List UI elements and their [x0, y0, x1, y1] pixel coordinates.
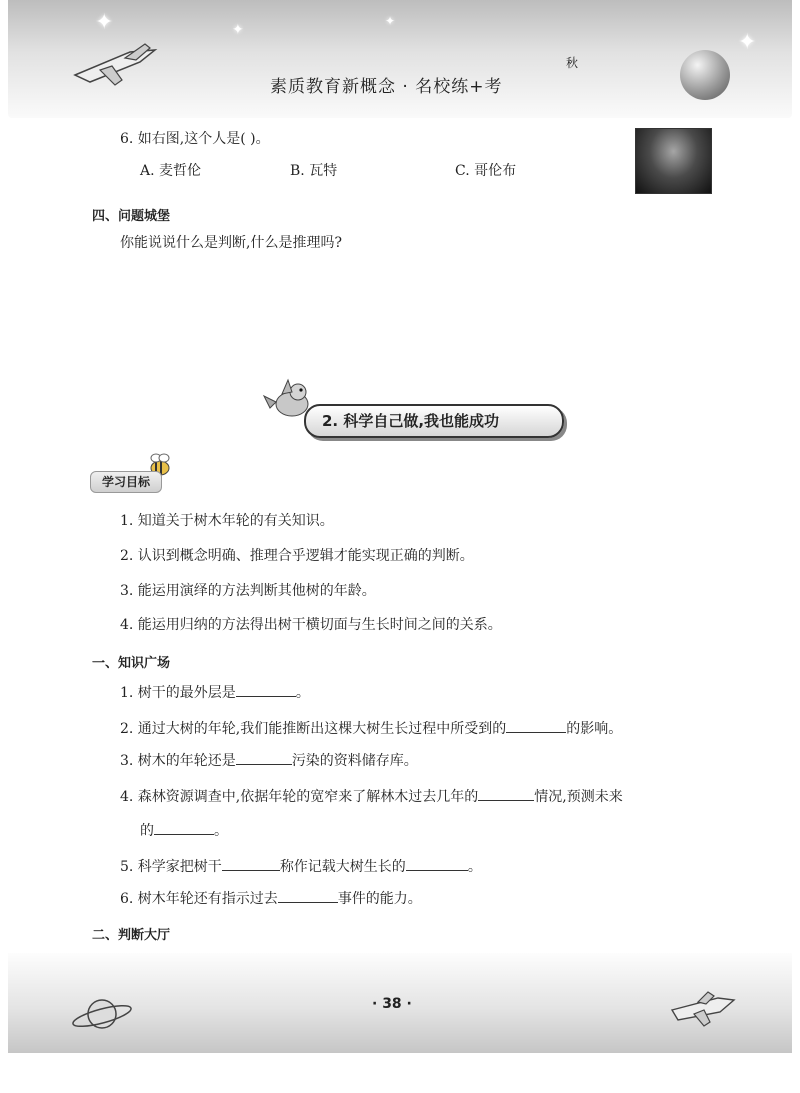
option-a: A. 麦哲伦: [140, 163, 202, 179]
question-text: 。: [295, 685, 310, 701]
goal-item: 4. 能运用归纳的方法得出树干横切面与生长时间之间的关系。: [120, 617, 502, 633]
answer-blank[interactable]: [236, 750, 292, 765]
answer-blank[interactable]: [406, 856, 468, 871]
fill-in-question-5: [120, 856, 482, 876]
fill-in-question-6: [120, 888, 422, 908]
answer-blank[interactable]: [506, 718, 566, 733]
space-shuttle-icon: [668, 990, 738, 1030]
question-text: 事件的能力。: [337, 891, 422, 907]
question-text: 5. 科学家把树干: [120, 859, 222, 875]
fill-in-question-4: [120, 786, 623, 806]
globe-icon: [680, 50, 730, 100]
question-6-stem: 6. 如右图,这个人是( )。: [120, 131, 270, 147]
answer-blank[interactable]: [278, 888, 338, 903]
goal-item: 3. 能运用演绎的方法判断其他树的年龄。: [120, 583, 376, 599]
goal-item: 1. 知道关于树木年轮的有关知识。: [120, 513, 334, 529]
question-text: 情况,预测未来: [534, 789, 623, 805]
question-text: 的: [140, 823, 154, 839]
star-icon: ✦: [232, 22, 244, 38]
section-1-heading: 一、知识广场: [92, 656, 171, 671]
question-text: 3. 树木的年轮还是: [120, 753, 236, 769]
option-c: C. 哥伦布: [455, 163, 517, 179]
fill-in-question-4-cont: [140, 820, 228, 840]
section-4-heading: 四、问题城堡: [92, 209, 171, 224]
answer-blank[interactable]: [154, 820, 214, 835]
answer-blank[interactable]: [222, 856, 280, 871]
space-shuttle-icon: [70, 40, 160, 90]
answer-blank[interactable]: [236, 682, 296, 697]
question-text: 1. 树干的最外层是: [120, 685, 236, 701]
planet-icon: [70, 990, 140, 1035]
question-text: 。: [214, 823, 228, 839]
question-text: 称作记载大树生长的: [279, 859, 406, 875]
season-label: 秋: [566, 56, 579, 70]
section-2-heading: 二、判断大厅: [92, 928, 171, 943]
learning-goals-tag: 学习目标: [90, 471, 162, 493]
page-number: · 38 ·: [372, 996, 412, 1012]
question-text: 6. 树木年轮还有指示过去: [120, 891, 278, 907]
star-icon: ✦: [385, 14, 396, 28]
fill-in-question-3: [120, 750, 418, 770]
book-title: 素质教育新概念 · 名校练+考: [270, 77, 503, 97]
star-icon: ✦: [95, 10, 114, 35]
fill-in-question-1: [120, 682, 310, 702]
question-text: 2. 通过大树的年轮,我们能推断出这棵大树生长过程中所受到的: [120, 721, 507, 737]
question-text: 4. 森林资源调查中,依据年轮的宽窄来了解林木过去几年的: [120, 789, 479, 805]
portrait-image: [635, 128, 712, 194]
question-text: 。: [467, 859, 482, 875]
star-icon: ✦: [738, 30, 757, 55]
fill-in-question-2: [120, 718, 622, 738]
answer-blank[interactable]: [478, 786, 534, 801]
option-b: B. 瓦特: [290, 163, 338, 179]
question-text: 的影响。: [566, 721, 623, 737]
section-4-question: 你能说说什么是判断,什么是推理吗?: [120, 235, 342, 251]
question-text: 污染的资料储存库。: [291, 753, 418, 769]
goal-item: 2. 认识到概念明确、推理合乎逻辑才能实现正确的判断。: [120, 548, 474, 564]
lesson-title: 2. 科学自己做,我也能成功: [322, 412, 500, 430]
